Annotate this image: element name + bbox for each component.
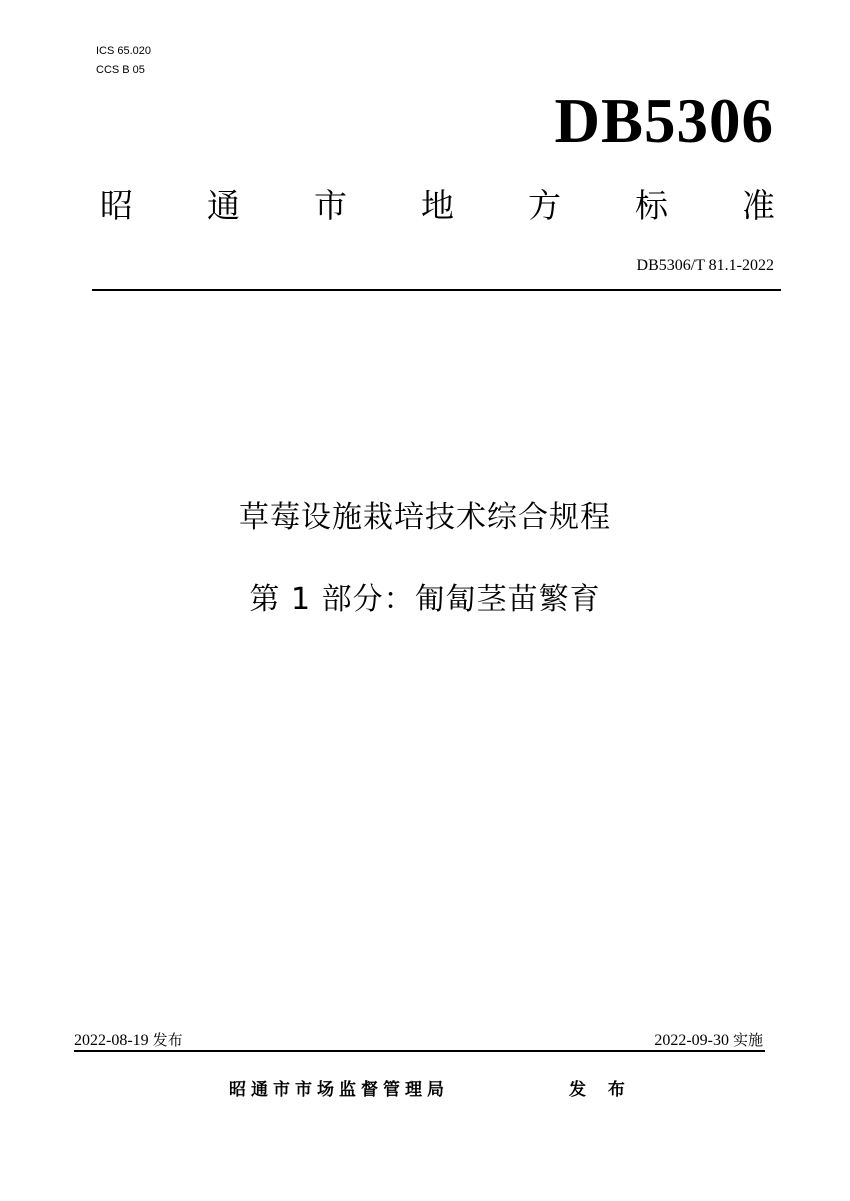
standard-code: DB5306: [554, 86, 774, 156]
document-title: 草莓设施栽培技术综合规程: [239, 500, 611, 535]
footer-divider: [74, 1050, 765, 1052]
issue-date-value: 2022-08-19: [74, 1032, 149, 1049]
issue-date-label: 发布: [152, 1031, 183, 1049]
category-char: 方: [528, 186, 561, 225]
standard-category: [100, 186, 775, 226]
issue-action: 发 布: [569, 1080, 633, 1100]
implement-date-value: 2022-09-30: [654, 1032, 729, 1049]
category-char: 地: [421, 186, 454, 225]
standard-number: DB5306/T 81.1-2022: [636, 257, 774, 274]
category-char: 市: [314, 186, 347, 225]
category-char: 标: [635, 186, 668, 225]
ccs-code: CCS B 05: [96, 64, 145, 76]
category-char: 通: [207, 186, 240, 225]
document-subtitle: 第 1 部分：匍匐茎苗繁育: [249, 582, 601, 617]
header-divider: [92, 289, 781, 291]
implement-date: [654, 1029, 763, 1052]
ics-code: ICS 65.020: [96, 45, 152, 57]
category-char: 昭: [100, 186, 133, 225]
category-char: 准: [742, 186, 775, 225]
implement-date-label: 实施: [732, 1031, 763, 1049]
issuing-authority: 昭通市市场监督管理局: [229, 1080, 449, 1100]
issue-date: [74, 1029, 183, 1052]
